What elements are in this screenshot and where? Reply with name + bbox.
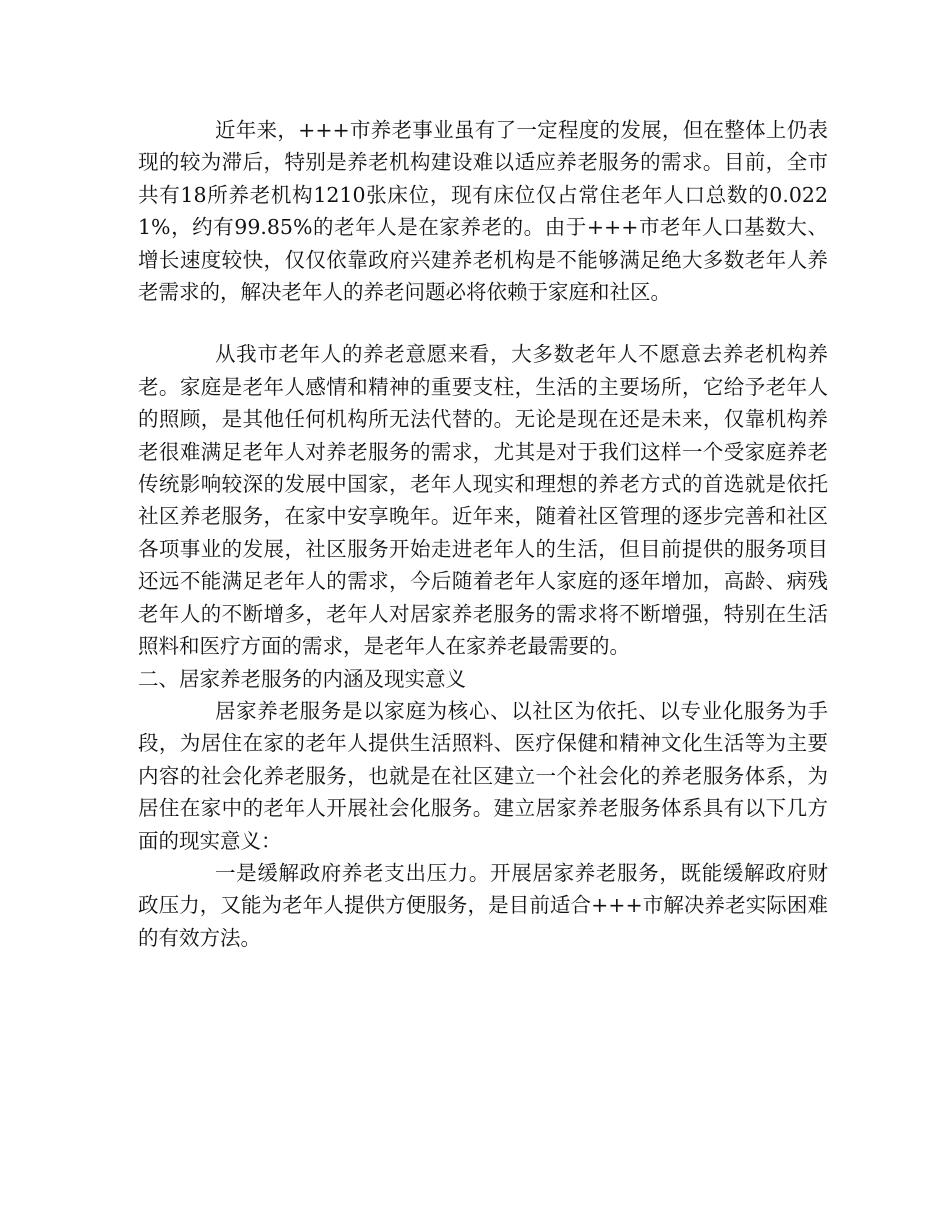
paragraph-2: 从我市老年人的养老意愿来看，大多数老年人不愿意去养老机构养老。家庭是老年人感情和精神的重要支柱，生活的主要场所，它给予老年人的照顾，是其他任何机构所无法代替的。无论是现在还是未来，仅靠机构养老很难满足老年人对养老服务的需求，尤其是对于我们这样一个受家庭养老传统影响较深的发展中国家，老年人现实和理想的养老方式的首选就是依托社区养老服务，在家中安享晚年。近年来，随着社区管理的逐步完善和社区各项事业的发展，社区服务开始走进老年人的生活，但目前提供的服务项目还远不能满足老年人的需求，今后随着老年人家庭的逐年增加，高龄、病残老年人的不断增多，老年人对居家养老服务的需求将不断增强，特别在生活照料和医疗方面的需求，是老年人在家养老最需要的。 [138, 342, 828, 659]
paragraph-spacer [138, 308, 828, 338]
section-heading: 二、居家养老服务的内涵及现实意义 [138, 666, 466, 691]
document-page [138, 114, 828, 954]
paragraph-4: 一是缓解政府养老支出压力。开展居家养老服务，既能缓解政府财政压力，又能为老年人提供方便服务，是目前适合+++市解决养老实际困难的有效方法。 [138, 860, 828, 950]
paragraph-3: 居家养老服务是以家庭为核心、以社区为依托、以专业化服务为手段，为居住在家的老年人提供生活照料、医疗保健和精神文化生活等为主要内容的社会化养老服务，也就是在社区建立一个社会化的养老服务体系，为居住在家中的老年人开展社会化服务。建立居家养老服务体系具有以下几方面的现实意义： [138, 698, 828, 853]
paragraph-1: 近年来，+++市养老事业虽有了一定程度的发展，但在整体上仍表现的较为滞后，特别是养老机构建设难以适应养老服务的需求。目前，全市共有18所养老机构1210张床位，现有床位仅占常住老年人口总数的0.0221%，约有99.85%的老年人是在家养老的。由于+++市老年人口基数大、增长速度较快，仅仅依靠政府兴建养老机构是不能够满足绝大多数老年人养老需求的，解决老年人的养老问题必将依赖于家庭和社区。 [138, 118, 828, 305]
